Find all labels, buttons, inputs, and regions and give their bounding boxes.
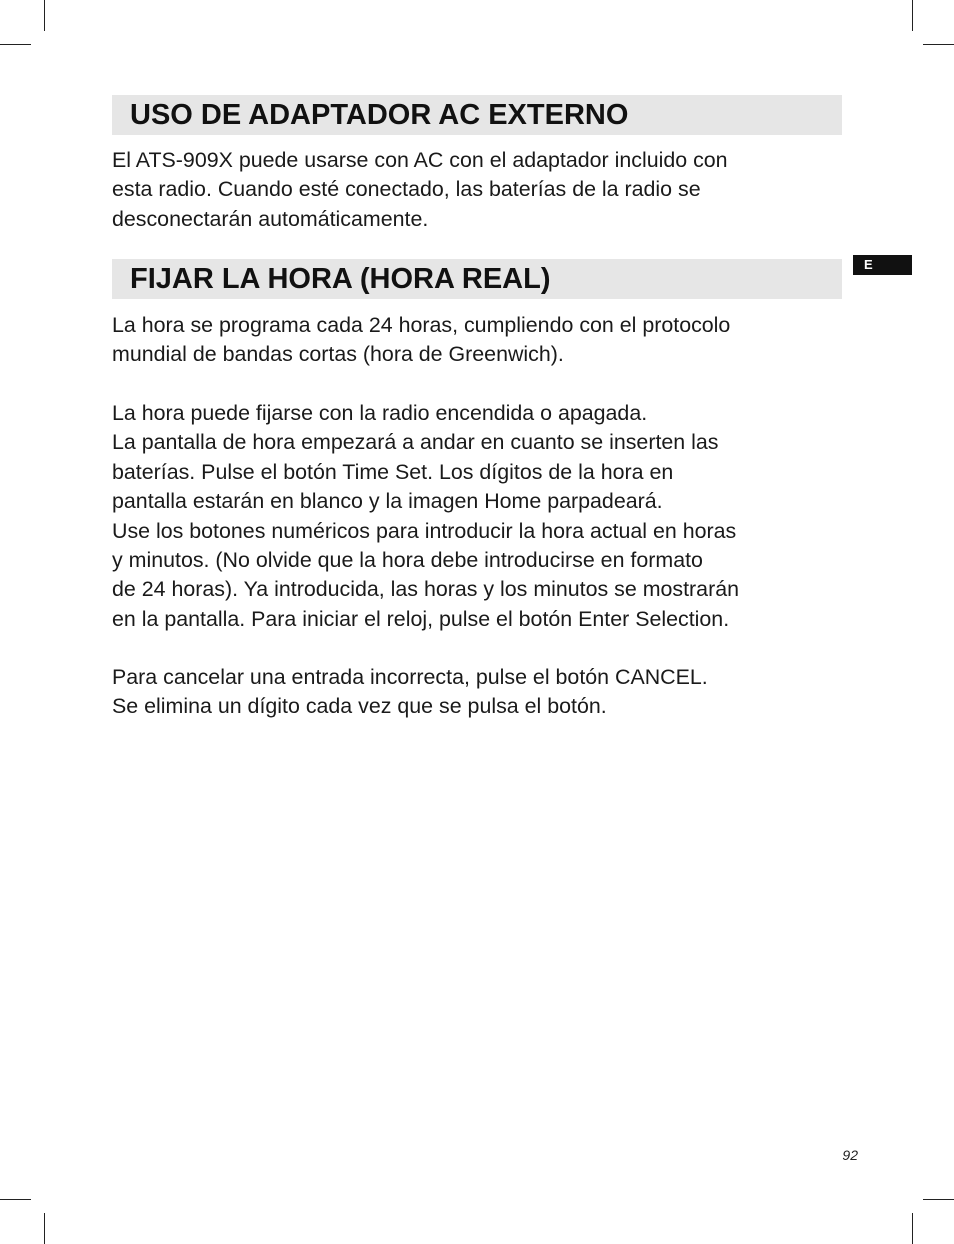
section-header-ac-adapter bbox=[112, 95, 842, 135]
paragraph-time-setting-steps bbox=[112, 399, 842, 634]
crop-mark-bottom-left-horizontal bbox=[0, 1199, 31, 1200]
text-line: mundial de bandas cortas (hora de Greenwich). bbox=[112, 342, 564, 367]
text-line: desconectarán automáticamente. bbox=[112, 206, 429, 231]
crop-mark-bottom-right-horizontal bbox=[923, 1199, 954, 1200]
crop-mark-bottom-left-vertical bbox=[44, 1213, 45, 1244]
crop-mark-top-right-horizontal bbox=[923, 44, 954, 45]
text-line: baterías. Pulse el botón Time Set. Los dígitos de la hora en bbox=[112, 459, 674, 484]
text-line: Se elimina un dígito cada vez que se pulsa el botón. bbox=[112, 694, 607, 719]
text-line: de 24 horas). Ya introducida, las horas y los minutos se mostrarán bbox=[112, 577, 739, 602]
text-line: pantalla estarán en blanco y la imagen Home parpadeará. bbox=[112, 489, 663, 514]
paragraph-time-protocol bbox=[112, 311, 842, 370]
section-header-set-time bbox=[112, 259, 842, 299]
crop-mark-top-left-horizontal bbox=[0, 44, 31, 45]
section-title: USO DE ADAPTADOR AC EXTERNO bbox=[130, 99, 629, 131]
text-line: La hora puede fijarse con la radio encendida o apagada. bbox=[112, 401, 648, 425]
text-line: El ATS-909X puede usarse con AC con el adaptador incluido con bbox=[112, 148, 728, 172]
text-line: y minutos. (No olvide que la hora debe introducirse en formato bbox=[112, 548, 703, 573]
paragraph-cancel-entry bbox=[112, 663, 842, 722]
page-number: 92 bbox=[842, 1147, 858, 1163]
text-line: Use los botones numéricos para introducir la hora actual en horas bbox=[112, 518, 737, 543]
text-line: esta radio. Cuando esté conectado, las baterías de la radio se bbox=[112, 177, 701, 202]
paragraph-ac-adapter bbox=[112, 146, 842, 234]
text-line: en la pantalla. Para iniciar el reloj, pulse el botón Enter Selection. bbox=[112, 606, 730, 631]
text-line: La pantalla de hora empezará a andar en cuanto se inserten las bbox=[112, 430, 719, 455]
text-line: Para cancelar una entrada incorrecta, pulse el botón CANCEL. bbox=[112, 665, 708, 689]
section-title: FIJAR LA HORA (HORA REAL) bbox=[130, 263, 551, 295]
crop-mark-bottom-right-vertical bbox=[912, 1213, 913, 1244]
language-tab: E bbox=[853, 255, 912, 275]
crop-mark-top-left-vertical bbox=[44, 0, 45, 31]
crop-mark-top-right-vertical bbox=[912, 0, 913, 31]
text-line: La hora se programa cada 24 horas, cumpliendo con el protocolo bbox=[112, 313, 731, 337]
